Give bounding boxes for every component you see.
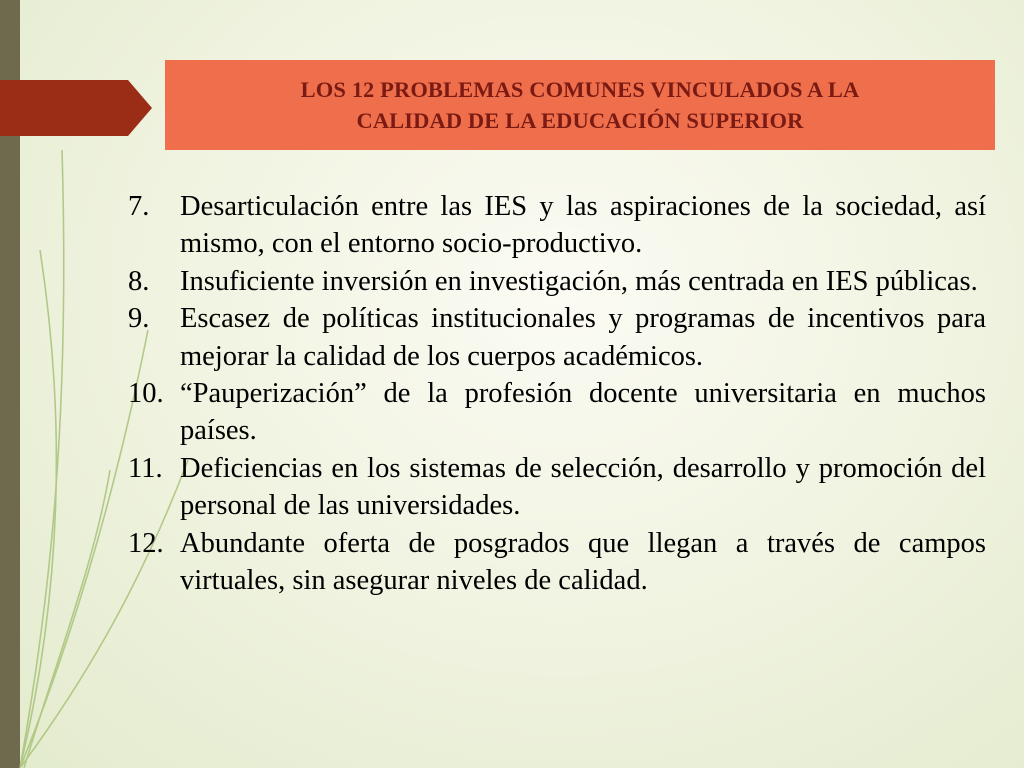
- item-text: “Pauperización” de la profesión docente universitaria en muchos países.: [180, 378, 986, 447]
- item-text: Insuficiente inversión en investigación, más centrada en IES públicas.: [180, 265, 978, 297]
- arrow-tab-icon: [0, 80, 152, 136]
- item-number: 10.: [128, 378, 164, 410]
- item-number: 9.: [128, 303, 150, 335]
- item-number: 7.: [128, 191, 150, 222]
- problem-list: [128, 188, 986, 599]
- list-item-12: [128, 525, 986, 600]
- item-number: 8.: [128, 265, 150, 297]
- slide-title: [165, 60, 995, 150]
- list-item-11: [128, 450, 986, 525]
- item-text: Deficiencias en los sistemas de selección, desarrollo y promoción del personal de las universidades.: [180, 452, 986, 522]
- title-line-1: LOS 12 PROBLEMAS COMUNES VINCULADOS A LA: [300, 77, 860, 102]
- item-text: Desarticulación entre las IES y las aspiraciones de la sociedad, así mismo, con el entorno socio-productivo.: [180, 191, 986, 260]
- list-item-7: [128, 188, 986, 263]
- item-number: 12.: [128, 527, 164, 559]
- item-number: 11.: [128, 452, 163, 484]
- list-item-10: [128, 375, 986, 450]
- list-item-9: [128, 300, 986, 375]
- title-line-2: CALIDAD DE LA EDUCACIÓN SUPERIOR: [356, 108, 804, 133]
- list-item-8: [128, 263, 986, 300]
- item-text: Escasez de políticas institucionales y programas de incentivos para mejorar la calidad de los cuerpos académicos.: [180, 303, 986, 372]
- item-text: Abundante oferta de posgrados que llegan a través de campos virtuales, sin asegurar niveles de calidad.: [180, 527, 986, 597]
